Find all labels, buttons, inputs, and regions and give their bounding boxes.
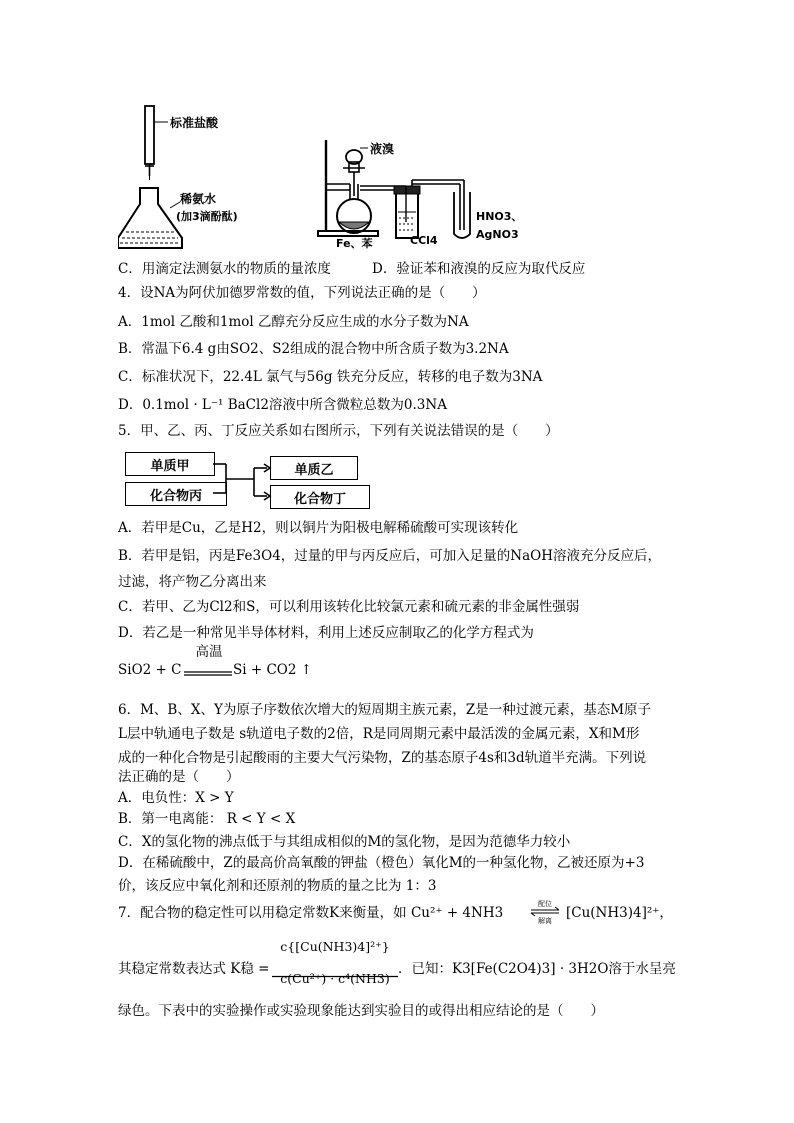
q3-option-d: D．验证苯和液溴的反应为取代反应 <box>372 261 586 277</box>
q5-option-d-line1: D．若乙是一种常见半导体材料，利用上述反应制取乙的化学方程式为 <box>118 625 534 641</box>
q7-stem-line3: 绿色。下表中的实验操作或实验现象能达到实验目的或得出相应结论的是（ ） <box>118 1003 604 1019</box>
q6-stem-line4: 法正确的是（ ） <box>118 769 240 785</box>
equation-bar <box>184 662 232 668</box>
q7-constant-label: 其稳定常数表达式 K稳 = <box>118 961 270 977</box>
q4-option-d: D．0.1mol · L⁻¹ BaCl2溶液中所含微粒总数为0.3NA <box>118 397 447 413</box>
label-agno3: AgNO3 <box>476 228 519 241</box>
q4-option-b: B．常温下6.4 g由SO2、S2组成的混合物中所含质子数为3.2NA <box>118 341 509 357</box>
label-hno3: HNO3、 <box>476 210 523 223</box>
q5-option-a: A．若甲是Cu，乙是H2，则以铜片为阳极电解稀硫酸可实现该转化 <box>118 520 519 536</box>
label-iron-benzene: Fe、苯 <box>336 237 373 250</box>
reaction-arrows <box>212 455 274 507</box>
q4-stem: 4．设NA为阿伏加德罗常数的值，下列说法正确的是（ ） <box>118 285 486 301</box>
q6-option-a: A．电负性：X > Y <box>118 790 234 806</box>
label-ccl4: CCl4 <box>410 234 438 247</box>
q5-equation-right: Si + CO2 ↑ <box>233 662 313 678</box>
box-element-jia: 单质甲 <box>125 452 215 476</box>
arrow-label-top: 配位 <box>538 900 552 908</box>
box-compound-ding: 化合物丁 <box>270 485 370 509</box>
box-compound-bing: 化合物丙 <box>125 482 227 506</box>
q4-option-c: C．标准状况下，22.4L 氯气与56g 铁充分反应，转移的电子数为3NA <box>118 369 543 385</box>
q6-option-d-line2: 价，该反应中氧化剂和还原剂的物质的量之比为 1：3 <box>118 878 437 894</box>
q6-option-c: C．X的氢化物的沸点低于与其组成相似的M的氢化物，是因为范德华力较小 <box>118 834 571 850</box>
q5-option-b-line1: B．若甲是铝，丙是Fe3O4，过量的甲与丙反应后，可加入足量的NaOH溶液充分反应后， <box>118 548 661 564</box>
q3-option-c: C．用滴定法测氨水的物质的量浓度 <box>118 261 331 277</box>
titration-figure <box>118 100 268 252</box>
q5-equation-condition: 高温 <box>195 644 223 660</box>
q6-option-d-line1: D．在稀硫酸中，Z的最高价高氧酸的钾盐（橙色）氧化M的一种氢化物，乙被还原为+3 <box>118 855 645 871</box>
q6-stem-line3: 成的一种化合物是引起酸雨的主要大气污染物，Z的基态原子4s和3d轨道半充满。下列说 <box>118 750 647 766</box>
q5-equation-left: SiO2 + C <box>118 662 182 678</box>
label-standard-hcl: 标准盐酸 <box>170 116 219 130</box>
q6-option-b: B．第一电离能： R < Y < X <box>118 811 296 827</box>
q7-known-condition: ．已知：K3[Fe(C2O4)3] · 3H2O溶于水呈亮 <box>398 961 676 977</box>
q7-complex-ion: [Cu(NH3)4]²⁺， <box>566 905 673 921</box>
label-phenolphthalein: (加3滴酚酞) <box>176 210 238 223</box>
equilibrium-arrow <box>528 898 562 924</box>
q7-stem-line1: 7．配合物的稳定性可以用稳定常数K来衡量，如 Cu²⁺ + 4NH3 <box>118 905 504 921</box>
q6-stem-line2: L层中轨通电子数是 s轨道电子数的2倍，R是同周期元素中最活泼的金属元素，X和M形 <box>118 726 640 742</box>
q5-option-c: C．若甲、乙为Cl2和S，可以利用该转化比较氯元素和硫元素的非金属性强弱 <box>118 599 580 615</box>
q7-denominator: c(Cu²⁺) · c⁴(NH3) <box>280 971 390 986</box>
box-element-yi: 单质乙 <box>270 456 358 480</box>
q5-stem: 5．甲、乙、丙、丁反应关系如右图所示，下列有关说法错误的是（ ） <box>118 423 559 439</box>
q7-numerator: c{[Cu(NH3)4]²⁺} <box>280 939 390 954</box>
q5-option-b-line2: 过滤，将产物乙分离出来 <box>118 574 267 590</box>
bromination-apparatus-figure <box>316 134 556 252</box>
arrow-label-bottom: 解离 <box>538 917 552 924</box>
fraction-bar <box>272 963 398 966</box>
q6-stem-line1: 6．M、B、X、Y为原子序数依次增大的短周期主族元素，Z是一种过渡元素，基态M原子 <box>118 702 652 718</box>
label-dilute-ammonia: 稀氨水 <box>180 192 217 206</box>
label-liquid-bromine: 液溴 <box>370 142 395 156</box>
q4-option-a: A．1mol 乙酸和1mol 乙醇充分反应生成的水分子数为NA <box>118 314 469 330</box>
